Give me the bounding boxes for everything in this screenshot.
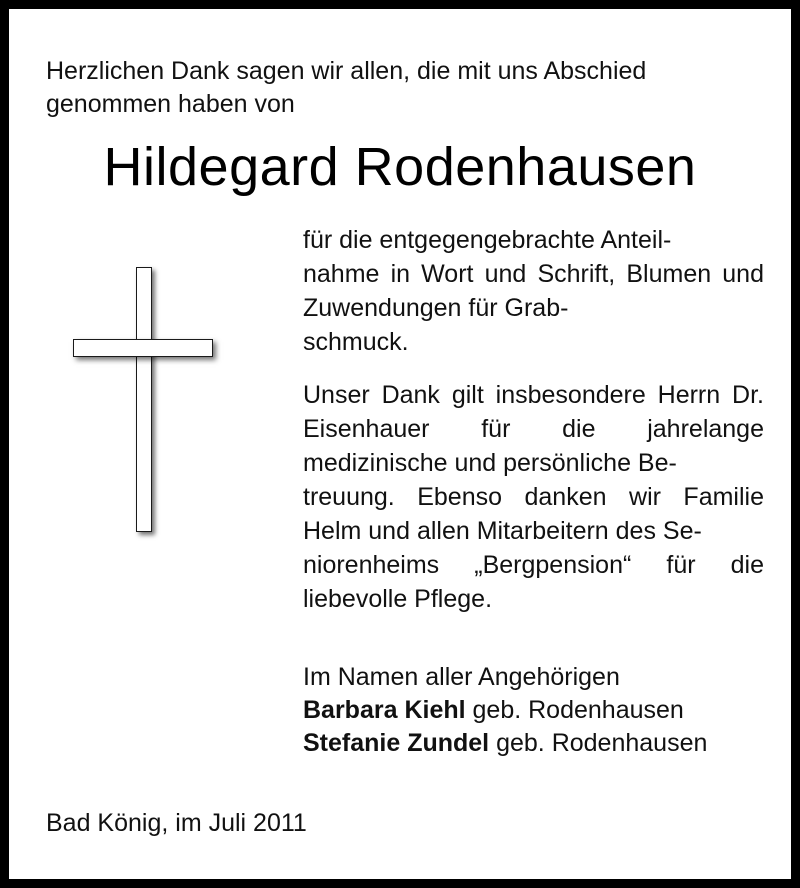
cross-vertical-beam xyxy=(136,267,152,532)
signer-name: Stefanie Zundel xyxy=(303,729,490,757)
thanks-body xyxy=(303,223,764,760)
signer-maiden-name: geb. Rodenhausen xyxy=(496,729,708,757)
cross-horizontal-beam xyxy=(73,339,213,357)
intro-text: Herzlichen Dank sagen wir allen, die mit uns Abschied genommen haben von xyxy=(46,57,647,118)
cross-icon xyxy=(69,267,219,542)
deceased-name: Hildegard Rodenhausen xyxy=(103,137,697,197)
signer-1 xyxy=(303,694,764,727)
place-date: Bad König, im Juli 2011 xyxy=(46,809,307,837)
thanks-paragraph-1: für die entgegengebrachte Anteil- nahme in Wort und Schrift, Blumen und Zuwendungen für Grab- schmuck. xyxy=(303,226,764,356)
thanks-paragraph-2: Unser Dank gilt insbesondere Herrn Dr. Eisenhauer für die jahrelange medizinische und persönliche Be- treuung. Ebenso danken wir Familie Helm und allen Mitarbeitern des Se- niorenheims „Bergpension“ für die liebevolle Pflege. xyxy=(303,381,764,613)
signature-intro: Im Namen aller Angehörigen xyxy=(303,663,620,691)
signer-maiden-name: geb. Rodenhausen xyxy=(472,696,684,724)
signer-2 xyxy=(303,727,764,760)
signer-name: Barbara Kiehl xyxy=(303,696,466,724)
